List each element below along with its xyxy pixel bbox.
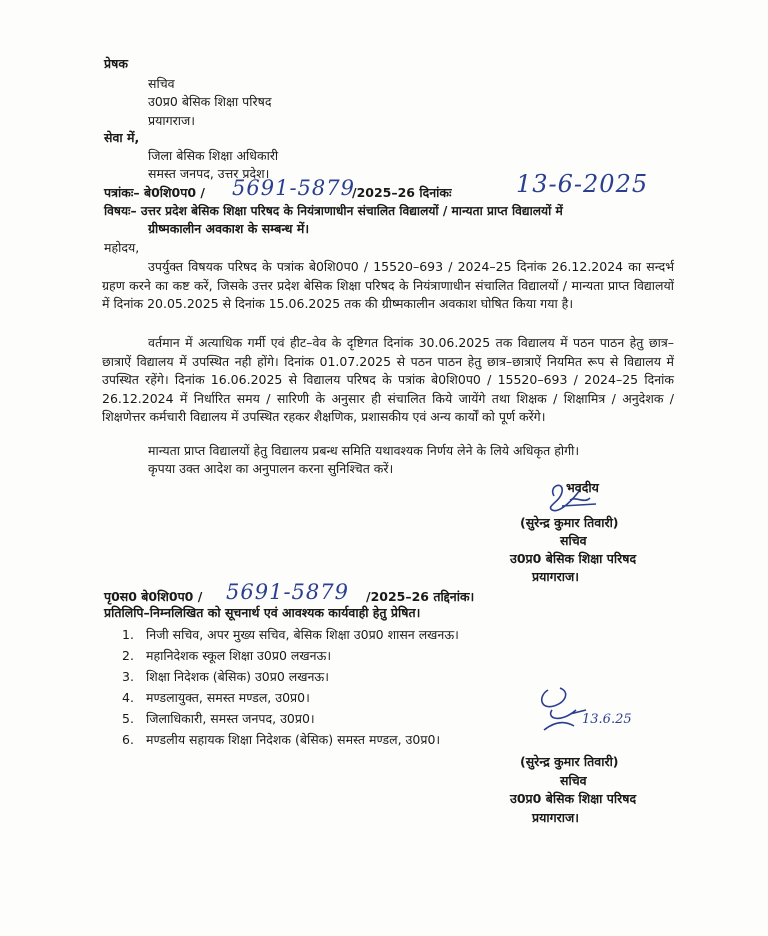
signatory-2-org: उ0प्र0 बेसिक शिक्षा परिषद <box>510 791 637 806</box>
handwritten-endorsement-number: 5691-5879 <box>226 580 349 604</box>
reference-suffix: /2025–26 दिनांकः <box>352 185 452 200</box>
handwritten-letter-number: 5691-5879 <box>232 176 355 200</box>
reference-prefix: पत्रांकः– बे0शि0प0 / <box>104 185 205 200</box>
sender-place: प्रयागराज। <box>148 113 196 128</box>
list-item: 6. मण्डलीय सहायक शिक्षा निदेशक (बेसिक) समस्त मण्डल, उ0प्र0। <box>122 732 441 747</box>
signatory-place: प्रयागराज। <box>532 569 580 584</box>
body-paragraph-2: वर्तमान में अत्याधिक गर्मी एवं हीट–वेव के दृष्टिगत दिनांक 30.06.2025 तक विद्यालय में पठन पाठन हेतु छात्र–छात्राऐं विद्यालय में उपस्थित नही होंगे। दिनांक 01.07.2025 से पठन पाठन हेतु छात्र–छात्राऐं नियमित रूप से विद्यालय में उपस्थित रहेंगे। दिनांक 16.06.2025 से विद्यालय परिषद के पत्रांक बे0शि0प0 / 15520–693 / 2024–25 दिनांक 26.12.2024 में निर्धारित समय / सारिणी के अनुसार ही संचालित किये जायेंगे तथा शिक्षक / शिक्षामित्र / अनुदेशक / शिक्षणेत्तर कर्मचारी विद्यालय में उपस्थित रहकर शैक्षणिक, प्रशासकीय एवं अन्य कार्यों को पूर्ण करेंगे। <box>102 335 674 425</box>
list-item: 2. महानिदेशक स्कूल शिक्षा उ0प्र0 लखनऊ। <box>122 648 332 663</box>
list-item: 3. शिक्षा निदेशक (बेसिक) उ0प्र0 लखनऊ। <box>122 669 329 684</box>
signatory-name: (सुरेन्द्र कुमार तिवारी) <box>520 515 619 530</box>
list-item: 5. जिलाधिकारी, समस्त जनपद, उ0प्र0। <box>122 711 315 726</box>
signature-2 <box>530 680 600 736</box>
sender-designation: सचिव <box>148 76 175 91</box>
body-paragraph-4: कृपया उक्त आदेश का अनुपालन करना सुनिश्चित करें। <box>148 461 394 476</box>
closing-yours: भवदीय <box>566 480 599 495</box>
body-paragraph-1: उपर्युक्त विषयक परिषद के पत्रांक बे0शि0प0 / 15520–693 / 2024–25 दिनांक 26.12.2024 का सन्दर्भ ग्रहण करने का कष्ट करें, जिसके उत्तर प्रदेश बेसिक शिक्षा परिषद के नियंत्राणाधीन संचालित विद्यालयों / मान्यता प्राप्त विद्यालयों में दिनांक 20.05.2025 से दिनांक 15.06.2025 तक की ग्रीष्मकालीन अवकाश घोषित किया गया है। <box>102 259 674 312</box>
signatory-2-name: (सुरेन्द्र कुमार तिवारी) <box>520 754 619 769</box>
signatory-org: उ0प्र0 बेसिक शिक्षा परिषद <box>510 551 637 566</box>
subject-line-1: विषयः– उत्तर प्रदेश बेसिक शिक्षा परिषद के नियंत्राणाधीन संचालित विद्यालयों / मान्यता प्राप्त विद्यालयों में <box>104 204 563 218</box>
list-item: 1. निजी सचिव, अपर मुख्य सचिव, बेसिक शिक्षा उ0प्र0 शासन लखनऊ। <box>122 627 459 642</box>
recipient-place: समस्त जनपद, उत्तर प्रदेश। <box>148 166 270 181</box>
signatory-2-designation: सचिव <box>560 773 587 788</box>
list-item: 4. मण्डलायुक्त, समस्त मण्डल, उ0प्र0। <box>122 690 310 705</box>
subject-line-2: ग्रीष्मकालीन अवकाश के सम्बन्ध में। <box>148 221 310 236</box>
copy-recipient-list <box>122 624 459 750</box>
body-paragraph-3: मान्यता प्राप्त विद्यालयों हेतु विद्यालय प्रबन्ध समिति यथावश्यक निर्णय लेने के लिये अधिकृत होगी। <box>148 443 580 458</box>
signatory-designation: सचिव <box>560 533 587 548</box>
salutation: महोदय, <box>104 240 140 255</box>
endorsement-suffix: /2025–26 तद्दिनांक। <box>366 589 475 604</box>
endorsement-prefix: पृ0स0 बे0शि0प0 / <box>104 589 203 604</box>
handwritten-signature-date: 13.6.25 <box>582 712 632 727</box>
sender-label: प्रेषक <box>104 56 128 71</box>
handwritten-letter-date: 13-6-2025 <box>516 170 649 198</box>
sender-org: उ0प्र0 बेसिक शिक्षा परिषद <box>148 94 272 109</box>
endorsement-heading: प्रतिलिपि–निम्नलिखित को सूचनार्थ एवं आवश्यक कार्यवाही हेतु प्रेषित। <box>104 605 421 620</box>
recipient-designation: जिला बेसिक शिक्षा अधिकारी <box>148 148 279 163</box>
signatory-2-place: प्रयागराज। <box>532 810 580 825</box>
recipient-label: सेवा में, <box>104 130 140 145</box>
